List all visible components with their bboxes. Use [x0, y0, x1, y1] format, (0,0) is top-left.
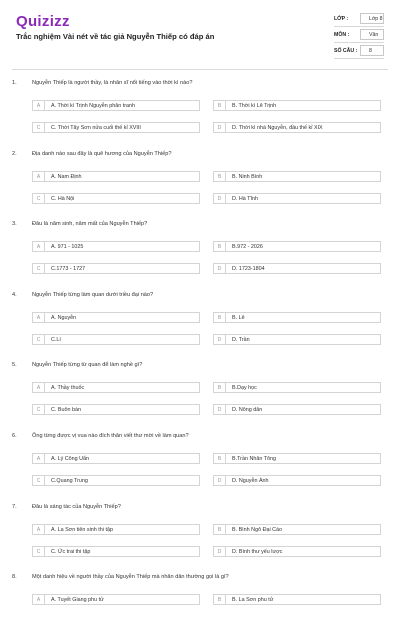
option-text: B. La Sơn phu tử [232, 597, 274, 604]
subject-label: MÔN : [334, 32, 350, 38]
question-block [0, 362, 400, 432]
answer-option-d[interactable] [213, 263, 381, 274]
question-text: Ông từng được vị vua nào đích thân viết thư mời về làm quan? [32, 433, 189, 439]
question-number: 1. [12, 80, 17, 86]
option-text: C. Thời Tây Sơn nửa cuối thế kỉ XVIII [51, 125, 141, 131]
question-number: 2. [12, 150, 17, 157]
answer-option-c[interactable] [32, 263, 200, 274]
answer-option-c[interactable] [32, 475, 200, 486]
answer-option-c[interactable] [32, 334, 200, 345]
question-text: Địa danh nào sau đây là quê hương của Nguyễn Thiếp? [32, 150, 172, 157]
option-text: B.Trần Nhân Tông [232, 456, 277, 462]
option-text: B.972 - 2026 [232, 244, 263, 251]
question-block [0, 221, 400, 291]
option-text: A. Tuyết Giang phu tử [51, 597, 104, 604]
question-text: Đâu là sáng tác của Nguyễn Thiếp? [32, 503, 121, 510]
option-text: A. Nam Định [51, 173, 82, 180]
subject-value: Văn [360, 29, 384, 40]
question-text: Một danh hiệu về người thầy của Nguyễn Thiếp mà nhân dân thường gọi là gì? [32, 574, 229, 581]
worksheet-header [0, 0, 400, 70]
answer-option-a[interactable] [32, 100, 200, 111]
option-letter: C [33, 194, 45, 203]
option-text: D. Thời kì nhà Nguyễn, đầu thế kỉ XIX [232, 125, 323, 131]
option-letter: A [33, 313, 45, 322]
answer-option-c[interactable] [32, 404, 200, 415]
question-number: 4. [12, 291, 17, 298]
option-letter: C [33, 335, 45, 344]
option-letter: B [214, 383, 226, 392]
question-number: 7. [12, 503, 17, 510]
answer-option-b[interactable] [213, 100, 381, 111]
answer-option-d[interactable] [213, 193, 381, 204]
answer-option-b[interactable] [213, 382, 381, 393]
question-number: 6. [12, 433, 17, 439]
meta-divider [334, 26, 384, 27]
option-letter: A [33, 101, 45, 110]
question-number: 8. [12, 574, 17, 581]
meta-divider [334, 42, 384, 43]
option-letter: A [33, 242, 45, 251]
option-text: D. Trần [232, 336, 250, 343]
question-number: 5. [12, 362, 17, 369]
answer-option-a[interactable] [32, 453, 200, 464]
class-value: Lớp 8 [360, 13, 384, 24]
option-letter: B [214, 313, 226, 322]
option-text: C. Buôn bán [51, 407, 81, 414]
header-divider [12, 69, 388, 70]
question-block [0, 151, 400, 221]
quizizz-logo: Quizizz [16, 13, 70, 30]
answer-option-d[interactable] [213, 404, 381, 415]
option-text: B. Ninh Bình [232, 173, 263, 180]
question-block [0, 433, 400, 503]
option-text: D. Nguyễn Ánh [232, 478, 269, 484]
option-letter: D [214, 123, 226, 132]
option-text: D. Nông dân [232, 407, 263, 414]
option-letter: A [33, 172, 45, 181]
answer-option-a[interactable] [32, 312, 200, 323]
answer-option-d[interactable] [213, 475, 381, 486]
option-text: B.Dạy học [232, 385, 257, 392]
option-letter: A [33, 595, 45, 604]
option-letter: B [214, 101, 226, 110]
option-letter: B [214, 454, 226, 463]
answer-option-b[interactable] [213, 312, 381, 323]
question-count-label: SỐ CÂU : [334, 48, 358, 54]
question-count-value: 8 [360, 45, 384, 56]
answer-option-c[interactable] [32, 193, 200, 204]
answer-option-c[interactable] [32, 122, 200, 133]
option-letter: B [214, 595, 226, 604]
answer-option-d[interactable] [213, 546, 381, 557]
answer-option-a[interactable] [32, 382, 200, 393]
answer-option-b[interactable] [213, 453, 381, 464]
option-text: A. Lý Công Uẩn [51, 456, 90, 462]
answer-option-b[interactable] [213, 594, 381, 605]
answer-option-a[interactable] [32, 241, 200, 252]
question-number: 3. [12, 221, 17, 228]
option-text: A. 971 - 1025 [51, 244, 84, 251]
answer-option-b[interactable] [213, 524, 381, 535]
option-letter: D [214, 194, 226, 203]
option-text: D. 1723-1804 [232, 266, 265, 273]
option-letter: C [33, 476, 45, 485]
option-text: B. Lê [232, 314, 245, 321]
option-letter: A [33, 454, 45, 463]
option-letter: D [214, 476, 226, 485]
option-text: A. Nguyễn [51, 314, 77, 321]
option-text: A. Thời kì Trịnh Nguyễn phân tranh [51, 103, 136, 109]
option-text: C. Ức trai thi tập [51, 548, 91, 555]
option-text: C.1773 - 1727 [51, 266, 86, 273]
question-text: Nguyễn Thiếp là người thầy, là nhân sĩ nổi tiếng vào thời kì nào? [32, 80, 193, 86]
option-letter: A [33, 383, 45, 392]
option-text: C. Hà Nội [51, 195, 75, 202]
answer-option-a[interactable] [32, 171, 200, 182]
option-letter: B [214, 172, 226, 181]
option-text: A. La Sơn tiên sinh thi tập [51, 526, 113, 533]
class-label: LỚP : [334, 16, 349, 22]
answer-option-a[interactable] [32, 594, 200, 605]
option-text: C.Lí [51, 336, 61, 343]
option-letter: D [214, 547, 226, 556]
answer-option-b[interactable] [213, 241, 381, 252]
question-block [0, 80, 400, 150]
option-text: D. Bình thư yếu lược [232, 548, 283, 555]
option-letter: C [33, 547, 45, 556]
question-block [0, 504, 400, 574]
question-block [0, 574, 400, 644]
option-text: A. Thầy thuốc [51, 385, 85, 392]
option-letter: A [33, 525, 45, 534]
question-text: Nguyễn Thiếp từng từ quan để làm nghề gì? [32, 362, 143, 369]
answer-option-c[interactable] [32, 546, 200, 557]
option-text: B. Thời kì Lê Trịnh [232, 103, 277, 109]
option-letter: D [214, 335, 226, 344]
question-text: Đâu là năm sinh, năm mất của Nguyễn Thiếp? [32, 221, 148, 228]
option-text: C.Quang Trung [51, 478, 88, 484]
option-text: B. Bình Ngô Đại Cáo [232, 526, 283, 533]
answer-option-d[interactable] [213, 122, 381, 133]
page-title: Trắc nghiệm Vài nét về tác giả Nguyễn Thiếp có đáp án [16, 32, 215, 41]
option-letter: B [214, 525, 226, 534]
option-letter: C [33, 123, 45, 132]
answer-option-a[interactable] [32, 524, 200, 535]
option-letter: C [33, 405, 45, 414]
option-text: D. Hà Tĩnh [232, 195, 258, 202]
question-text: Nguyễn Thiếp từng làm quan dưới triều đại nào? [32, 291, 154, 298]
answer-option-b[interactable] [213, 171, 381, 182]
option-letter: D [214, 264, 226, 273]
meta-divider [334, 58, 384, 59]
answer-option-d[interactable] [213, 334, 381, 345]
option-letter: C [33, 264, 45, 273]
option-letter: D [214, 405, 226, 414]
option-letter: B [214, 242, 226, 251]
question-block [0, 292, 400, 362]
